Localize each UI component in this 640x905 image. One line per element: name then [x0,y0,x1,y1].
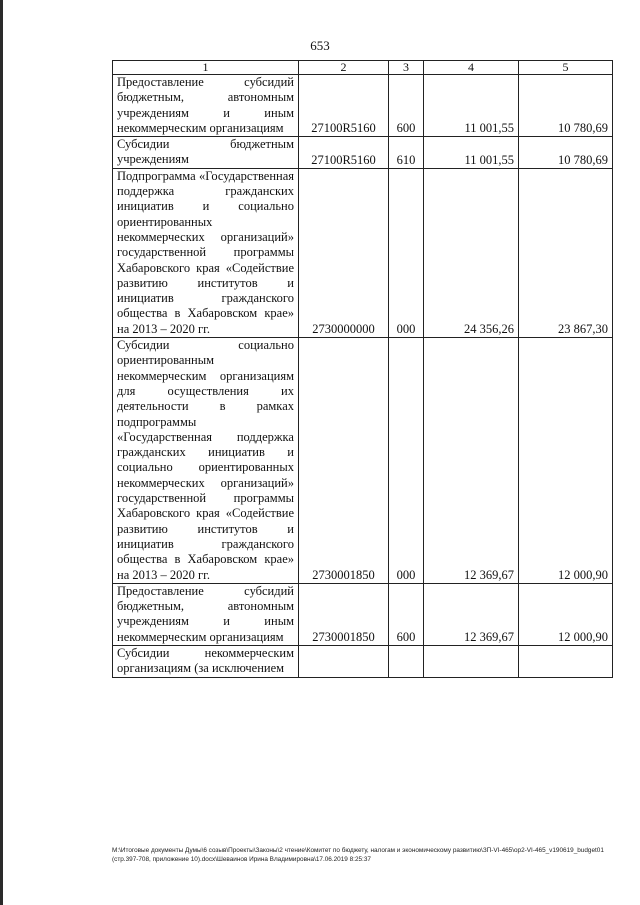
row-amount-1: 11 001,55 [424,137,519,169]
column-header-3: 3 [389,61,424,75]
row-expense-type [389,645,424,677]
table-row [113,137,613,169]
row-target-code: 2730001850 [299,338,389,584]
row-amount-2: 23 867,30 [519,168,613,337]
row-target-code: 27100R5160 [299,137,389,169]
row-name: Субсидии некоммерческим организациям (за исключением [113,645,299,677]
column-header-2: 2 [299,61,389,75]
budget-table [112,60,613,678]
table-row [113,168,613,337]
column-header-5: 5 [519,61,613,75]
row-amount-1: 24 356,26 [424,168,519,337]
row-amount-1: 12 369,67 [424,338,519,584]
row-name: Субсидии бюджетным учреждениям [113,137,299,169]
scan-edge [0,0,3,905]
table-row [113,645,613,677]
table-row [113,583,613,645]
row-name: Подпрограмма «Государственная поддержка гражданских инициатив и социально ориентированных некоммерческих организаций» государственной программы Хабаровского края «Содействие развитию институтов и инициатив гражданского общества в Хабаровском крае» на 2013 – 2020 гг. [113,168,299,337]
row-expense-type: 600 [389,583,424,645]
row-amount-1 [424,645,519,677]
row-target-code [299,645,389,677]
page-number: 653 [310,38,330,53]
row-expense-type: 000 [389,338,424,584]
row-name: Субсидии социально ориентированным некоммерческим организациям для осуществления их деятельности в рамках подпрограммы «Государственная поддержка гражданских инициатив и социально ориентированных некоммерческих организаций» государственной программы Хабаровского края «Содействие развитию институтов и инициатив гражданского общества в Хабаровском крае» на 2013 – 2020 гг. [113,338,299,584]
row-amount-2 [519,645,613,677]
row-amount-2: 10 780,69 [519,137,613,169]
row-amount-1: 11 001,55 [424,75,519,137]
row-amount-1: 12 369,67 [424,583,519,645]
row-name: Предоставление субсидий бюджетным, автономным учреждениям и иным некоммерческим организациям [113,75,299,137]
document-path-footer: M:\Итоговые документы Думы\6 созыв\Проекты\Законы\2 чтение\Комитет по бюджету, налогам и экономическому развитию\ЗП-VI-465\ор2-VI-465_v190619_budget01 (стр.397-708, приложение 10).docx\Шеваинов Ирина Владимировна\17.06.2019 8:25:37 [112,847,604,863]
row-name: Предоставление субсидий бюджетным, автономным учреждениям и иным некоммерческим организациям [113,583,299,645]
row-target-code: 27100R5160 [299,75,389,137]
column-header-4: 4 [424,61,519,75]
row-target-code: 2730000000 [299,168,389,337]
column-header-1: 1 [113,61,299,75]
row-amount-2: 12 000,90 [519,338,613,584]
table-header-row [113,61,613,75]
row-amount-2: 12 000,90 [519,583,613,645]
row-expense-type: 000 [389,168,424,337]
row-expense-type: 600 [389,75,424,137]
table-row [113,338,613,584]
row-expense-type: 610 [389,137,424,169]
table-row [113,75,613,137]
row-amount-2: 10 780,69 [519,75,613,137]
row-target-code: 2730001850 [299,583,389,645]
